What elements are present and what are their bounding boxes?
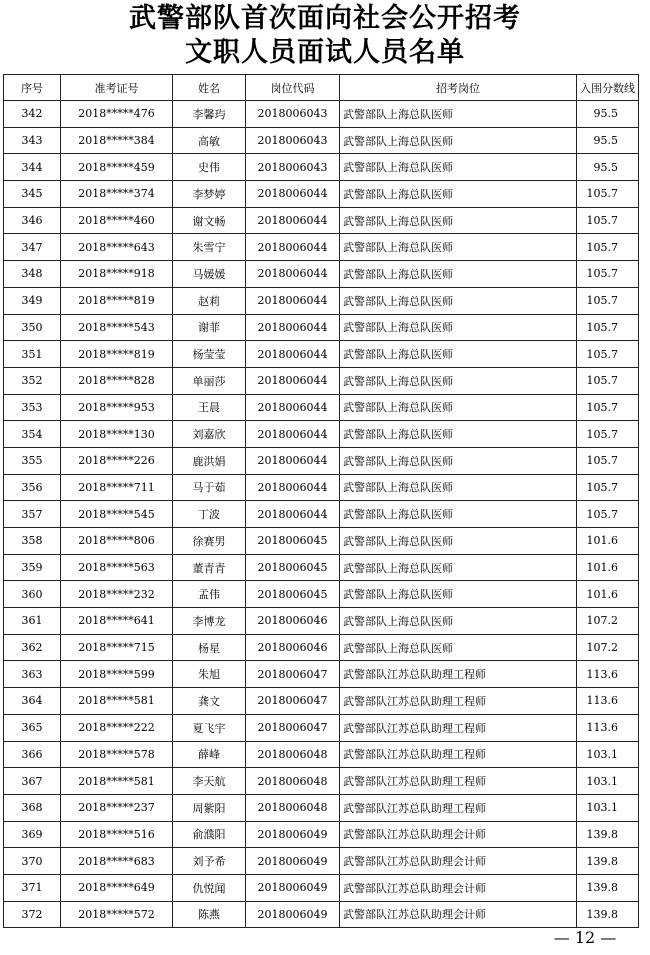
header-name: 姓名	[173, 75, 246, 101]
cell-cutoff-score: 139.8	[577, 874, 639, 901]
header-ticket-number: 准考证号	[61, 75, 173, 101]
cell-ticket-number: 2018*****578	[61, 741, 173, 768]
cell-cutoff-score: 95.5	[577, 101, 639, 128]
cell-serial: 367	[4, 768, 61, 795]
cell-ticket-number: 2018*****683	[61, 848, 173, 875]
cell-position: 武警部队江苏总队助理工程师	[340, 714, 577, 741]
cell-serial: 351	[4, 341, 61, 368]
cell-name: 单丽莎	[173, 367, 246, 394]
cell-cutoff-score: 101.6	[577, 581, 639, 608]
cell-position-code: 2018006048	[246, 794, 340, 821]
table-row	[4, 848, 639, 875]
cell-name: 徐赛男	[173, 528, 246, 555]
cell-serial: 356	[4, 474, 61, 501]
cell-cutoff-score: 95.5	[577, 154, 639, 181]
header-serial: 序号	[4, 75, 61, 101]
cell-name: 李天航	[173, 768, 246, 795]
cell-serial: 348	[4, 261, 61, 288]
cell-ticket-number: 2018*****819	[61, 341, 173, 368]
cell-position: 武警部队上海总队医师	[340, 581, 577, 608]
cell-cutoff-score: 107.2	[577, 634, 639, 661]
cell-position-code: 2018006044	[246, 207, 340, 234]
cell-position: 武警部队江苏总队助理会计师	[340, 848, 577, 875]
cell-serial: 362	[4, 634, 61, 661]
cell-position: 武警部队上海总队医师	[340, 287, 577, 314]
cell-position-code: 2018006044	[246, 474, 340, 501]
cell-ticket-number: 2018*****572	[61, 901, 173, 928]
table-row	[4, 341, 639, 368]
header-cutoff-score: 入围分数线	[577, 75, 639, 101]
table-row	[4, 821, 639, 848]
cell-position-code: 2018006044	[246, 341, 340, 368]
cell-cutoff-score: 105.7	[577, 181, 639, 208]
cell-position-code: 2018006044	[246, 367, 340, 394]
table-body	[4, 101, 639, 928]
cell-name: 朱雪宁	[173, 234, 246, 261]
cell-name: 董青青	[173, 554, 246, 581]
cell-name: 王晨	[173, 394, 246, 421]
cell-cutoff-score: 105.7	[577, 287, 639, 314]
cell-cutoff-score: 101.6	[577, 554, 639, 581]
cell-name: 杨星	[173, 634, 246, 661]
cell-name: 高敏	[173, 127, 246, 154]
cell-serial: 353	[4, 394, 61, 421]
cell-ticket-number: 2018*****599	[61, 661, 173, 688]
cell-position: 武警部队江苏总队助理会计师	[340, 901, 577, 928]
cell-position: 武警部队上海总队医师	[340, 474, 577, 501]
cell-cutoff-score: 105.7	[577, 421, 639, 448]
document-title-line-1: 武警部队首次面向社会公开招考	[129, 3, 521, 34]
cell-cutoff-score: 105.7	[577, 314, 639, 341]
header-position: 招考岗位	[340, 75, 577, 101]
cell-ticket-number: 2018*****643	[61, 234, 173, 261]
table-row	[4, 528, 639, 555]
cell-position: 武警部队上海总队医师	[340, 341, 577, 368]
cell-cutoff-score: 105.7	[577, 501, 639, 528]
cell-position: 武警部队上海总队医师	[340, 154, 577, 181]
cell-cutoff-score: 113.6	[577, 661, 639, 688]
cell-ticket-number: 2018*****828	[61, 367, 173, 394]
cell-position: 武警部队江苏总队助理工程师	[340, 661, 577, 688]
cell-name: 刘嘉欣	[173, 421, 246, 448]
cell-position: 武警部队上海总队医师	[340, 394, 577, 421]
table-row	[4, 101, 639, 128]
cell-position: 武警部队江苏总队助理工程师	[340, 768, 577, 795]
cell-ticket-number: 2018*****226	[61, 447, 173, 474]
table-row	[4, 234, 639, 261]
cell-position-code: 2018006048	[246, 768, 340, 795]
cell-position-code: 2018006044	[246, 394, 340, 421]
page-number: — 12 —	[553, 928, 617, 947]
table-row	[4, 768, 639, 795]
cell-name: 李馨玙	[173, 101, 246, 128]
cell-ticket-number: 2018*****581	[61, 768, 173, 795]
cell-position: 武警部队上海总队医师	[340, 608, 577, 635]
cell-serial: 350	[4, 314, 61, 341]
cell-position-code: 2018006048	[246, 741, 340, 768]
cell-ticket-number: 2018*****563	[61, 554, 173, 581]
cell-ticket-number: 2018*****459	[61, 154, 173, 181]
cell-ticket-number: 2018*****545	[61, 501, 173, 528]
cell-cutoff-score: 139.8	[577, 821, 639, 848]
cell-position-code: 2018006047	[246, 714, 340, 741]
cell-position: 武警部队上海总队医师	[340, 367, 577, 394]
table-row	[4, 714, 639, 741]
cell-cutoff-score: 105.7	[577, 367, 639, 394]
cell-cutoff-score: 107.2	[577, 608, 639, 635]
cell-serial: 364	[4, 688, 61, 715]
cell-ticket-number: 2018*****649	[61, 874, 173, 901]
cell-serial: 345	[4, 181, 61, 208]
cell-serial: 368	[4, 794, 61, 821]
cell-name: 薛峰	[173, 741, 246, 768]
cell-serial: 344	[4, 154, 61, 181]
cell-ticket-number: 2018*****130	[61, 421, 173, 448]
cell-cutoff-score: 105.7	[577, 447, 639, 474]
table-row	[4, 127, 639, 154]
cell-name: 仇悦闻	[173, 874, 246, 901]
cell-cutoff-score: 139.8	[577, 901, 639, 928]
cell-serial: 363	[4, 661, 61, 688]
cell-ticket-number: 2018*****476	[61, 101, 173, 128]
cell-name: 李梦婷	[173, 181, 246, 208]
cell-position-code: 2018006043	[246, 101, 340, 128]
cell-name: 马于茹	[173, 474, 246, 501]
cell-name: 鹿洪娟	[173, 447, 246, 474]
table-row	[4, 608, 639, 635]
cell-cutoff-score: 103.1	[577, 768, 639, 795]
cell-position-code: 2018006044	[246, 314, 340, 341]
cell-name: 李博龙	[173, 608, 246, 635]
cell-serial: 360	[4, 581, 61, 608]
cell-ticket-number: 2018*****819	[61, 287, 173, 314]
table-row	[4, 581, 639, 608]
cell-cutoff-score: 113.6	[577, 688, 639, 715]
cell-position: 武警部队上海总队医师	[340, 634, 577, 661]
cell-serial: 349	[4, 287, 61, 314]
cell-name: 丁波	[173, 501, 246, 528]
cell-position-code: 2018006045	[246, 528, 340, 555]
cell-position-code: 2018006044	[246, 181, 340, 208]
cell-position: 武警部队上海总队医师	[340, 181, 577, 208]
cell-cutoff-score: 105.7	[577, 394, 639, 421]
cell-position-code: 2018006046	[246, 608, 340, 635]
cell-serial: 370	[4, 848, 61, 875]
table-row	[4, 154, 639, 181]
cell-position: 武警部队江苏总队助理工程师	[340, 688, 577, 715]
cell-name: 刘予希	[173, 848, 246, 875]
table-row	[4, 421, 639, 448]
cell-position: 武警部队上海总队医师	[340, 554, 577, 581]
cell-position: 武警部队上海总队医师	[340, 421, 577, 448]
cell-ticket-number: 2018*****516	[61, 821, 173, 848]
cell-cutoff-score: 105.7	[577, 234, 639, 261]
cell-position-code: 2018006046	[246, 634, 340, 661]
table-row	[4, 554, 639, 581]
cell-name: 谢文畅	[173, 207, 246, 234]
cell-position-code: 2018006045	[246, 581, 340, 608]
cell-name: 龚文	[173, 688, 246, 715]
cell-serial: 355	[4, 447, 61, 474]
cell-position: 武警部队上海总队医师	[340, 528, 577, 555]
cell-name: 孟伟	[173, 581, 246, 608]
cell-position-code: 2018006047	[246, 661, 340, 688]
table-row	[4, 287, 639, 314]
cell-serial: 366	[4, 741, 61, 768]
cell-position: 武警部队江苏总队助理工程师	[340, 794, 577, 821]
cell-position-code: 2018006049	[246, 901, 340, 928]
cell-ticket-number: 2018*****715	[61, 634, 173, 661]
cell-cutoff-score: 101.6	[577, 528, 639, 555]
cell-position-code: 2018006044	[246, 447, 340, 474]
table-row	[4, 794, 639, 821]
cell-position: 武警部队上海总队医师	[340, 314, 577, 341]
cell-serial: 347	[4, 234, 61, 261]
cell-ticket-number: 2018*****581	[61, 688, 173, 715]
cell-name: 马媛媛	[173, 261, 246, 288]
cell-position-code: 2018006044	[246, 501, 340, 528]
table-row	[4, 261, 639, 288]
cell-position-code: 2018006047	[246, 688, 340, 715]
cell-ticket-number: 2018*****384	[61, 127, 173, 154]
table-row	[4, 447, 639, 474]
cell-ticket-number: 2018*****806	[61, 528, 173, 555]
cell-position: 武警部队上海总队医师	[340, 127, 577, 154]
table-row	[4, 874, 639, 901]
cell-serial: 369	[4, 821, 61, 848]
cell-position-code: 2018006045	[246, 554, 340, 581]
cell-name: 赵莉	[173, 287, 246, 314]
cell-serial: 342	[4, 101, 61, 128]
cell-name: 夏飞宇	[173, 714, 246, 741]
cell-cutoff-score: 105.7	[577, 207, 639, 234]
cell-cutoff-score: 105.7	[577, 474, 639, 501]
table-row	[4, 688, 639, 715]
cell-name: 谢菲	[173, 314, 246, 341]
cell-position-code: 2018006049	[246, 848, 340, 875]
cell-serial: 346	[4, 207, 61, 234]
cell-cutoff-score: 95.5	[577, 127, 639, 154]
table-row	[4, 314, 639, 341]
cell-serial: 361	[4, 608, 61, 635]
table-row	[4, 474, 639, 501]
cell-serial: 352	[4, 367, 61, 394]
cell-name: 周紫阳	[173, 794, 246, 821]
cell-cutoff-score: 105.7	[577, 261, 639, 288]
cell-ticket-number: 2018*****711	[61, 474, 173, 501]
cell-position: 武警部队江苏总队助理工程师	[340, 741, 577, 768]
cell-position-code: 2018006043	[246, 127, 340, 154]
cell-ticket-number: 2018*****918	[61, 261, 173, 288]
cell-position: 武警部队江苏总队助理会计师	[340, 874, 577, 901]
cell-ticket-number: 2018*****374	[61, 181, 173, 208]
cell-position: 武警部队江苏总队助理会计师	[340, 821, 577, 848]
table-row	[4, 634, 639, 661]
cell-position-code: 2018006049	[246, 874, 340, 901]
cell-ticket-number: 2018*****543	[61, 314, 173, 341]
cell-position-code: 2018006049	[246, 821, 340, 848]
cell-position: 武警部队上海总队医师	[340, 447, 577, 474]
table-row	[4, 501, 639, 528]
header-position-code: 岗位代码	[246, 75, 340, 101]
cell-position: 武警部队上海总队医师	[340, 101, 577, 128]
cell-serial: 343	[4, 127, 61, 154]
cell-name: 陈燕	[173, 901, 246, 928]
cell-serial: 359	[4, 554, 61, 581]
cell-position-code: 2018006043	[246, 154, 340, 181]
cell-cutoff-score: 139.8	[577, 848, 639, 875]
cell-ticket-number: 2018*****641	[61, 608, 173, 635]
cell-serial: 365	[4, 714, 61, 741]
cell-ticket-number: 2018*****222	[61, 714, 173, 741]
cell-position: 武警部队上海总队医师	[340, 261, 577, 288]
cell-position: 武警部队上海总队医师	[340, 234, 577, 261]
cell-ticket-number: 2018*****460	[61, 207, 173, 234]
cell-name: 俞濮阳	[173, 821, 246, 848]
cell-name: 朱旭	[173, 661, 246, 688]
cell-cutoff-score: 103.1	[577, 794, 639, 821]
cell-serial: 358	[4, 528, 61, 555]
table-row	[4, 394, 639, 421]
cell-serial: 354	[4, 421, 61, 448]
cell-serial: 372	[4, 901, 61, 928]
table-row	[4, 661, 639, 688]
document-title-line-2: 文职人员面试人员名单	[185, 37, 465, 68]
cell-position: 武警部队上海总队医师	[340, 501, 577, 528]
cell-ticket-number: 2018*****953	[61, 394, 173, 421]
table-row	[4, 367, 639, 394]
cell-name: 史伟	[173, 154, 246, 181]
cell-ticket-number: 2018*****232	[61, 581, 173, 608]
cell-cutoff-score: 103.1	[577, 741, 639, 768]
table-row	[4, 901, 639, 928]
candidate-table	[3, 74, 639, 928]
cell-position-code: 2018006044	[246, 287, 340, 314]
cell-position-code: 2018006044	[246, 421, 340, 448]
table-row	[4, 741, 639, 768]
cell-name: 杨莹莹	[173, 341, 246, 368]
table-row	[4, 181, 639, 208]
cell-ticket-number: 2018*****237	[61, 794, 173, 821]
cell-serial: 371	[4, 874, 61, 901]
cell-position: 武警部队上海总队医师	[340, 207, 577, 234]
cell-cutoff-score: 105.7	[577, 341, 639, 368]
cell-serial: 357	[4, 501, 61, 528]
cell-position-code: 2018006044	[246, 234, 340, 261]
cell-position-code: 2018006044	[246, 261, 340, 288]
table-header-row	[4, 75, 639, 101]
table-row	[4, 207, 639, 234]
cell-cutoff-score: 113.6	[577, 714, 639, 741]
